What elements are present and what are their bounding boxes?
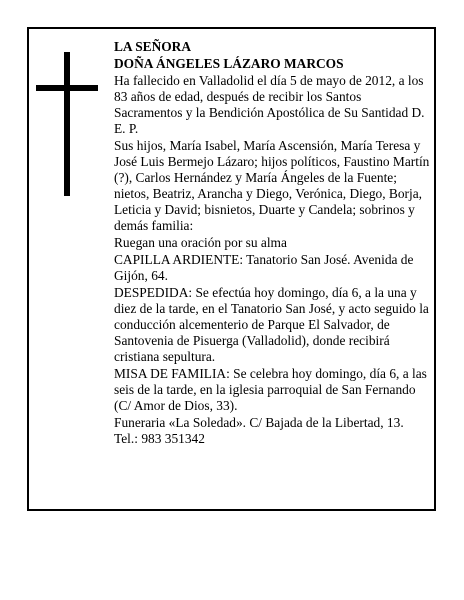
death-announcement: Ha fallecido en Valladolid el día 5 de mayo de 2012, a los 83 años de edad, después de recibir los Santos Sacramentos y la Bendición Apostólica de Su Santidad D. E. P. [114,73,425,136]
funeral-home-info: Funeraria «La Soledad». C/ Bajada de la Libertad, 13. Tel.: 983 351342 [114,415,404,446]
cross-horizontal-bar [36,85,98,91]
cross-vertical-bar [64,52,70,196]
prayer-request: Ruegan una oración por su alma [114,235,287,250]
latin-cross-icon [36,52,98,196]
obituary-text [114,39,430,448]
chapel-info: CAPILLA ARDIENTE: Tanatorio San José. Avenida de Gijón, 64. [114,252,414,283]
farewell-info: DESPEDIDA: Se efectúa hoy domingo, día 6, a la una y diez de la tarde, en el Tanatorio San José, y acto seguido la conducción alcementerio de Parque El Salvador, de Santovenia de Pisuerga (Valladolid), donde recibirá cristiana sepultura. [114,285,429,364]
family-mass-info: MISA DE FAMILIA: Se celebra hoy domingo, día 6, a las seis de la tarde, en la iglesia parroquial de San Fernando (C/ Amor de Dios, 33). [114,366,427,413]
notice-title-line-1: LA SEÑORA [114,39,192,54]
deceased-name: DOÑA ÁNGELES LÁZARO MARCOS [114,56,344,71]
family-list: Sus hijos, María Isabel, María Ascensión, María Teresa y José Luis Bermejo Lázaro; hijos políticos, Faustino Martín (?), Carlos Hernández y María Ángeles de la Fuente; nietos, Beatriz, Arancha y Diego, Verónica, Diego, Borja, Leticia y David; bisnietos, Duarte y Candela; sobrinos y demás familia: [114,138,430,233]
